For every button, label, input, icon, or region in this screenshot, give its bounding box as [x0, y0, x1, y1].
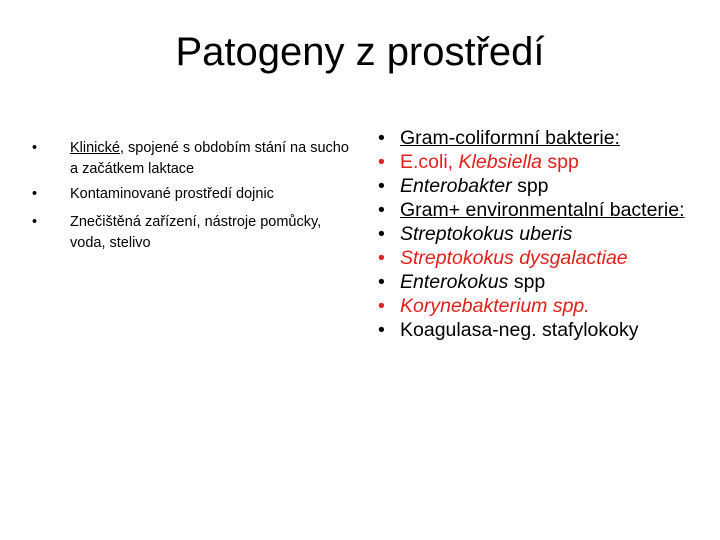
bullet-icon: •: [378, 127, 385, 149]
enterobakter-spp-text: spp: [511, 175, 549, 197]
list-item-enterobakter: [378, 174, 708, 198]
list-item-clinical: [30, 138, 350, 180]
clinical-label: Klinické: [70, 140, 120, 156]
right-bullet-list: [378, 126, 708, 342]
enterobakter-text: Enterobakter: [400, 175, 512, 197]
contaminated-text: Kontaminované prostředí dojnic: [70, 186, 274, 202]
bullet-icon: •: [378, 271, 385, 293]
koagulasa-text: Koagulasa-neg. stafylokoky: [400, 319, 639, 341]
bullet-icon: •: [378, 295, 385, 317]
list-item-gram-positive: [378, 198, 708, 222]
left-bullet-list: [30, 138, 350, 261]
bullet-icon: •: [378, 199, 385, 221]
gram-positive-heading: Gram+ environmentalní bacterie:: [400, 199, 685, 221]
list-item-dirty-equipment: [30, 212, 350, 254]
list-item-gram-coliform: [378, 126, 708, 150]
list-item-korynebakterium: [378, 294, 708, 318]
list-item-ecoli: [378, 150, 708, 174]
bullet-icon: •: [32, 140, 38, 156]
list-item-koagulasa: [378, 318, 708, 342]
bullet-icon: •: [378, 247, 385, 269]
list-item-strep-dysgalactiae: [378, 246, 708, 270]
slide-title: Patogeny z prostředí: [175, 30, 545, 74]
enterokokus-text: Enterokokus: [400, 271, 509, 293]
ecoli-text: E.coli,: [400, 151, 459, 173]
bullet-icon: •: [378, 151, 385, 173]
enterokokus-spp-text: spp: [508, 271, 546, 293]
list-item-contaminated-environment: [30, 184, 350, 205]
bullet-icon: •: [378, 319, 385, 341]
list-item-enterokokus: [378, 270, 708, 294]
bullet-icon: •: [378, 175, 385, 197]
korynebakterium-text: Korynebakterium spp.: [400, 295, 590, 317]
bullet-icon: •: [378, 223, 385, 245]
strep-uberis-text: Streptokokus uberis: [400, 223, 573, 245]
bullet-icon: •: [32, 186, 38, 202]
ecoli-spp-text: spp: [542, 151, 579, 173]
gram-coliform-heading: Gram-coliformní bakterie:: [400, 127, 620, 149]
klebsiella-text: Klebsiella: [458, 151, 542, 173]
equipment-text: Znečištěná zařízení, nástroje pomůcky, voda, stelivo: [70, 214, 322, 251]
list-item-strep-uberis: [378, 222, 708, 246]
clinical-text: , spojené s obdobím stání na sucho a začátkem laktace: [70, 140, 349, 177]
strep-dysgalactiae-text: Streptokokus dysgalactiae: [400, 247, 628, 269]
bullet-icon: •: [32, 214, 38, 230]
